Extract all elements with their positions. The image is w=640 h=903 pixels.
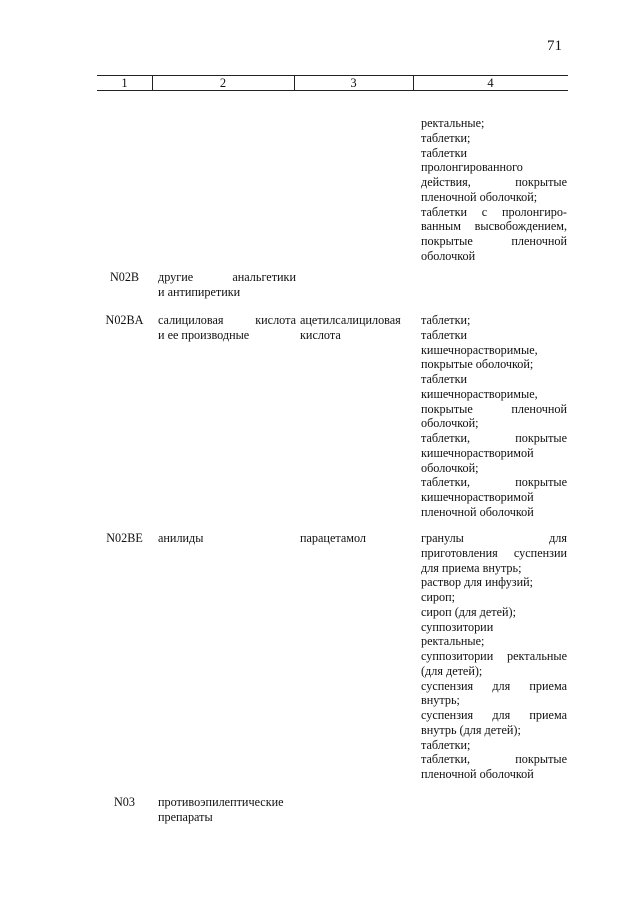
group-name-cell bbox=[158, 270, 296, 300]
dosage-form-line: покрытые пленочной bbox=[421, 234, 567, 248]
dosage-form-line: ректальные; bbox=[421, 634, 485, 649]
dosage-form-line: пленочной оболочкой bbox=[421, 504, 534, 519]
group-name-line: салициловая кислота bbox=[158, 313, 296, 327]
dosage-forms-cell bbox=[421, 313, 567, 520]
header-cell-col1: 1 bbox=[121, 76, 128, 90]
dosage-form-line: внутрь (для детей); bbox=[421, 722, 521, 737]
atc-code-cell bbox=[97, 270, 152, 285]
dosage-form-line: суспензия для приема bbox=[421, 708, 567, 722]
dosage-form-line: таблетки; bbox=[421, 130, 471, 145]
header-rule-bottom bbox=[97, 90, 568, 91]
header-cell-col2: 2 bbox=[219, 76, 227, 90]
atc-code-cell bbox=[97, 531, 152, 546]
group-name-line: препараты bbox=[158, 809, 213, 824]
dosage-form-line: оболочкой bbox=[421, 248, 476, 263]
dosage-forms-cell bbox=[421, 116, 567, 264]
dosage-form-line: приготовления суспензии bbox=[421, 545, 567, 560]
dosage-form-line: сироп; bbox=[421, 590, 456, 604]
dosage-form-line: суппозитории ректальные bbox=[421, 649, 567, 663]
dosage-form-line: таблетки bbox=[421, 372, 468, 386]
substance-name-cell bbox=[300, 313, 410, 343]
dosage-form-line: сироп (для детей); bbox=[421, 604, 516, 619]
dosage-form-line: таблетки с пролонгиро- bbox=[421, 204, 567, 219]
dosage-form-line: пленочной оболочкой; bbox=[421, 189, 538, 204]
dosage-form-line: таблетки, покрытые bbox=[421, 752, 567, 767]
group-name-line: другие анальгетики bbox=[158, 270, 296, 284]
dosage-form-line: кишечнорастворимые, bbox=[421, 342, 538, 357]
atc-code: N02B bbox=[109, 270, 140, 284]
dosage-form-line: действия, покрытые bbox=[421, 175, 567, 189]
dosage-form-line: оболочкой; bbox=[421, 416, 479, 431]
dosage-form-line: ректальные; bbox=[421, 116, 485, 130]
dosage-form-line: кишечнорастворимые, bbox=[421, 386, 538, 401]
dosage-form-line: таблетки bbox=[421, 327, 468, 342]
group-name-cell bbox=[158, 313, 296, 343]
dosage-form-line: раствор для инфузий; bbox=[421, 575, 534, 590]
substance-name-cell bbox=[300, 531, 410, 546]
dosage-form-line: суспензия для приема bbox=[421, 678, 567, 693]
dosage-form-line: таблетки; bbox=[421, 313, 471, 327]
substance-name-line: кислота bbox=[300, 327, 341, 342]
dosage-form-line: пленочной оболочкой bbox=[421, 767, 534, 781]
substance-name-line: ацетилсалициловая bbox=[300, 313, 401, 327]
dosage-form-line: для приема внутрь; bbox=[421, 560, 522, 575]
atc-code: N02BE bbox=[106, 531, 143, 545]
header-cell-col4: 4 bbox=[487, 76, 494, 90]
group-name-line: анилиды bbox=[158, 531, 204, 545]
header-cell-col3: 3 bbox=[350, 76, 357, 90]
group-name-cell bbox=[158, 531, 296, 546]
dosage-form-line: внутрь; bbox=[421, 693, 460, 708]
dosage-form-line: оболочкой; bbox=[421, 460, 479, 475]
page-number: 71 bbox=[547, 38, 562, 54]
dosage-form-line: таблетки bbox=[421, 145, 468, 160]
dosage-form-line: (для детей); bbox=[421, 663, 483, 678]
dosage-form-line: кишечнорастворимой bbox=[421, 445, 534, 460]
dosage-form-line: суппозитории bbox=[421, 619, 494, 634]
group-name-line: и антипиретики bbox=[158, 284, 241, 299]
substance-name-line: парацетамол bbox=[300, 531, 366, 545]
dosage-form-line: таблетки; bbox=[421, 737, 471, 752]
atc-code: N03 bbox=[114, 795, 135, 809]
group-name-line: противоэпилептические bbox=[158, 795, 284, 809]
dosage-form-line: пролонгированного bbox=[421, 160, 523, 175]
dosage-form-line: покрытые пленочной bbox=[421, 401, 567, 416]
dosage-forms-cell bbox=[421, 531, 567, 782]
dosage-form-line: таблетки, покрытые bbox=[421, 475, 567, 490]
group-name-line: и ее производные bbox=[158, 327, 250, 342]
group-name-cell bbox=[158, 795, 296, 825]
dosage-form-line: покрытые оболочкой; bbox=[421, 357, 534, 372]
atc-code: N02BA bbox=[105, 313, 144, 327]
dosage-form-line: гранулы для bbox=[421, 531, 567, 545]
atc-code-cell bbox=[97, 795, 152, 810]
dosage-form-line: ванным высвобождением, bbox=[421, 219, 567, 234]
atc-code-cell bbox=[97, 313, 152, 328]
dosage-form-line: таблетки, покрытые bbox=[421, 431, 567, 445]
dosage-form-line: кишечнорастворимой bbox=[421, 490, 534, 504]
